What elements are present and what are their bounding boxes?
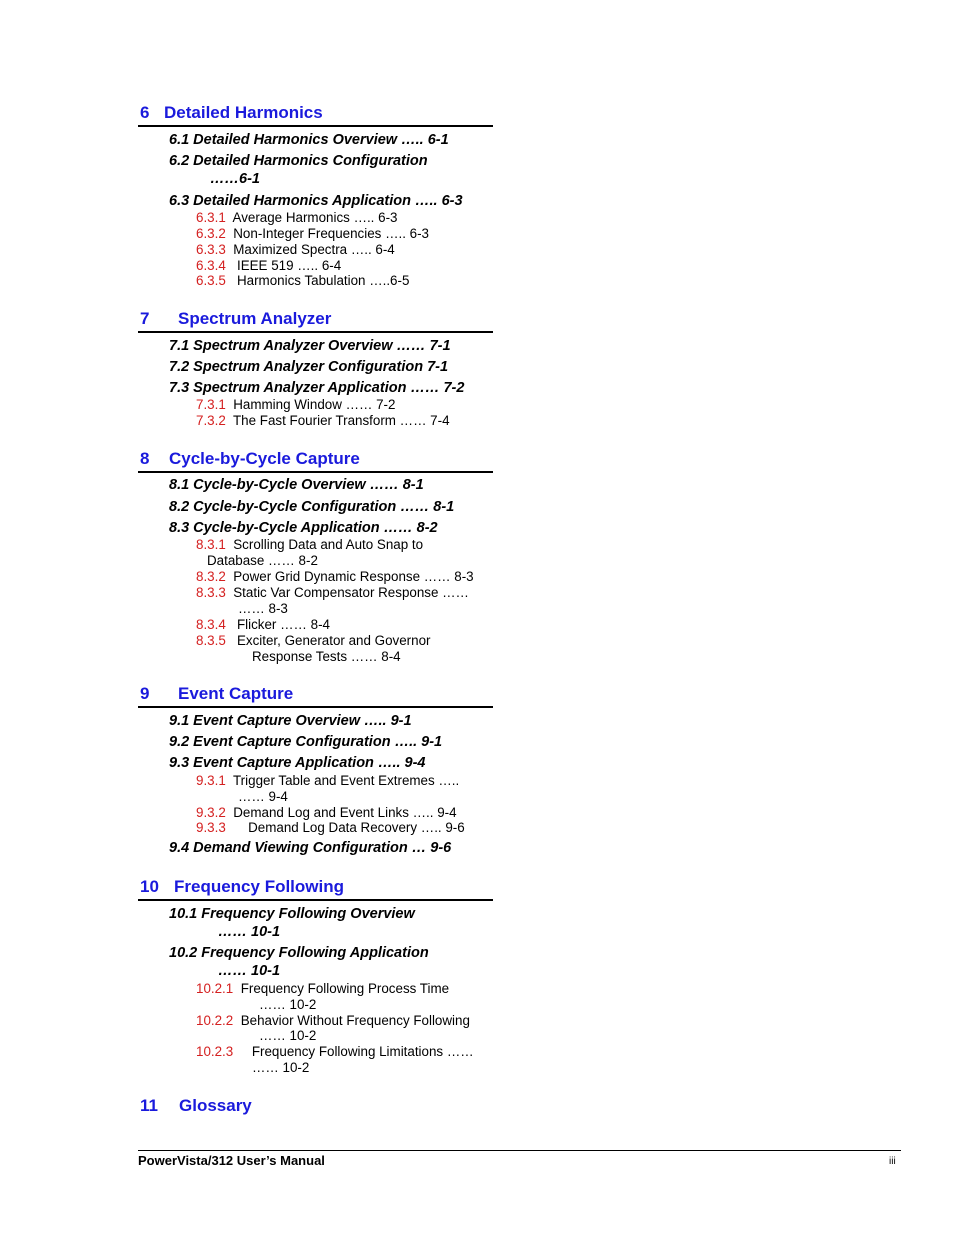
subsection-number: 6.3.3 <box>196 242 226 257</box>
subsection-label: Flicker …… 8-4 <box>236 617 330 632</box>
subsection-number: 8.3.3 <box>196 585 226 600</box>
chapter-title: Glossary <box>179 1096 252 1115</box>
toc-section: 6.3 Detailed Harmonics Application ….. 6-3 <box>169 193 463 209</box>
subsection-continuation: …… 9-4 <box>238 789 288 804</box>
subsection-number: 7.3.1 <box>196 397 226 412</box>
subsection-label: Average Harmonics ….. 6-3 <box>232 210 398 225</box>
toc-subsection <box>196 981 449 996</box>
toc-subsection <box>196 585 469 600</box>
chapter-title: Event Capture <box>178 684 294 703</box>
subsection-label: Demand Log Data Recovery ….. 9-6 <box>248 820 465 835</box>
toc-section: 6.1 Detailed Harmonics Overview ….. 6-1 <box>169 132 449 148</box>
subsection-label: IEEE 519 ….. 6-4 <box>236 258 342 273</box>
chapter-number: 10 <box>140 877 159 896</box>
chapter-rule <box>138 706 493 708</box>
toc-subsection <box>196 226 429 241</box>
subsection-number: 7.3.2 <box>196 413 226 428</box>
toc-subsection <box>196 805 457 820</box>
toc-subsection <box>196 617 330 632</box>
chapter-number: 9 <box>140 684 150 703</box>
subsection-label: Frequency Following Limitations …… <box>251 1044 474 1059</box>
subsection-label: Behavior Without Frequency Following <box>240 1013 470 1028</box>
chapter-heading <box>140 103 323 123</box>
footer-rule <box>138 1150 901 1151</box>
toc-section: 10.1 Frequency Following Overview <box>169 906 415 922</box>
subsection-label: Trigger Table and Event Extremes ….. <box>233 773 460 788</box>
subsection-label: Maximized Spectra ….. 6-4 <box>233 242 395 257</box>
chapter-heading <box>140 449 360 469</box>
subsection-number: 10.2.3 <box>196 1044 234 1059</box>
subsection-label: Static Var Compensator Response …… <box>233 585 469 600</box>
chapter-number: 8 <box>140 449 150 468</box>
subsection-label: Demand Log and Event Links ….. 9-4 <box>233 805 457 820</box>
subsection-continuation: Response Tests …… 8-4 <box>252 649 401 664</box>
toc-subsection <box>196 820 465 835</box>
subsection-continuation: …… 10-2 <box>259 1028 317 1043</box>
chapter-number: 11 <box>140 1096 158 1115</box>
subsection-continuation: …… 10-2 <box>259 997 317 1012</box>
subsection-label: Exciter, Generator and Governor <box>236 633 431 648</box>
subsection-number: 10.2.1 <box>196 981 234 996</box>
chapter-heading <box>140 877 344 897</box>
chapter-number: 6 <box>140 103 150 122</box>
toc-section-continuation: ……6-1 <box>210 171 260 187</box>
toc-section: 7.2 Spectrum Analyzer Configuration 7-1 <box>169 359 449 375</box>
toc-subsection <box>196 1013 470 1028</box>
subsection-number: 8.3.5 <box>196 633 226 648</box>
subsection-number: 6.3.5 <box>196 273 226 288</box>
toc-subsection <box>196 210 397 225</box>
subsection-label: The Fast Fourier Transform …… 7-4 <box>233 413 450 428</box>
subsection-label: Power Grid Dynamic Response …… 8-3 <box>233 569 474 584</box>
subsection-number: 10.2.2 <box>196 1013 234 1028</box>
chapter-number: 7 <box>140 309 150 328</box>
chapter-title: Cycle-by-Cycle Capture <box>169 449 360 468</box>
toc-section: 10.2 Frequency Following Application <box>169 945 429 961</box>
toc-section: 9.3 Event Capture Application ….. 9-4 <box>169 755 426 771</box>
chapter-heading <box>140 684 293 704</box>
subsection-number: 6.3.2 <box>196 226 226 241</box>
toc-section: 7.3 Spectrum Analyzer Application …… 7-2 <box>169 380 465 396</box>
toc-subsection <box>196 773 459 788</box>
toc-section: 8.1 Cycle-by-Cycle Overview …… 8-1 <box>169 477 424 493</box>
chapter-heading <box>140 1096 252 1116</box>
footer-page-number: iii <box>889 1156 896 1167</box>
subsection-continuation: …… 8-3 <box>238 601 288 616</box>
toc-subsection <box>196 397 395 412</box>
subsection-label: Frequency Following Process Time <box>240 981 450 996</box>
subsection-number: 6.3.1 <box>196 210 226 225</box>
subsection-number: 9.3.2 <box>196 805 226 820</box>
subsection-label: Scrolling Data and Auto Snap to <box>233 537 424 552</box>
chapter-title: Frequency Following <box>174 877 345 896</box>
toc-section-continuation: …… 10-1 <box>218 963 281 979</box>
toc-section: 9.2 Event Capture Configuration ….. 9-1 <box>169 734 443 750</box>
subsection-number: 9.3.1 <box>196 773 226 788</box>
toc-section: 6.2 Detailed Harmonics Configuration <box>169 153 428 169</box>
subsection-label: Hamming Window …… 7-2 <box>233 397 396 412</box>
chapter-rule <box>138 471 493 473</box>
chapter-heading <box>140 309 331 329</box>
subsection-continuation: …… 10-2 <box>252 1060 310 1075</box>
chapter-rule <box>138 125 493 127</box>
subsection-number: 6.3.4 <box>196 258 226 273</box>
toc-section: 8.3 Cycle-by-Cycle Application …… 8-2 <box>169 520 438 536</box>
toc-subsection <box>196 413 450 428</box>
chapter-rule <box>138 899 493 901</box>
subsection-label: Non-Integer Frequencies ….. 6-3 <box>233 226 429 241</box>
toc-section: 8.2 Cycle-by-Cycle Configuration …… 8-1 <box>169 499 455 515</box>
toc-section-continuation: …… 10-1 <box>218 924 281 940</box>
subsection-number: 8.3.1 <box>196 537 226 552</box>
footer-manual-title: PowerVista/312 User’s Manual <box>138 1153 325 1168</box>
toc-subsection <box>196 1044 474 1059</box>
toc-subsection <box>196 242 395 257</box>
toc-subsection <box>196 569 474 584</box>
subsection-number: 9.3.3 <box>196 820 226 835</box>
subsection-number: 8.3.2 <box>196 569 226 584</box>
chapter-title: Spectrum Analyzer <box>178 309 332 328</box>
toc-subsection <box>196 258 341 273</box>
toc-section: 7.1 Spectrum Analyzer Overview …… 7-1 <box>169 338 451 354</box>
toc-subsection <box>196 537 423 552</box>
toc-subsection <box>196 273 409 288</box>
toc-section: 9.4 Demand Viewing Configuration … 9-6 <box>169 840 452 856</box>
chapter-title: Detailed Harmonics <box>164 103 323 122</box>
chapter-rule <box>138 331 493 333</box>
subsection-number: 8.3.4 <box>196 617 226 632</box>
toc-subsection <box>196 633 431 648</box>
toc-section: 9.1 Event Capture Overview ….. 9-1 <box>169 713 412 729</box>
subsection-continuation: Database …… 8-2 <box>207 553 318 568</box>
subsection-label: Harmonics Tabulation …..6-5 <box>236 273 410 288</box>
